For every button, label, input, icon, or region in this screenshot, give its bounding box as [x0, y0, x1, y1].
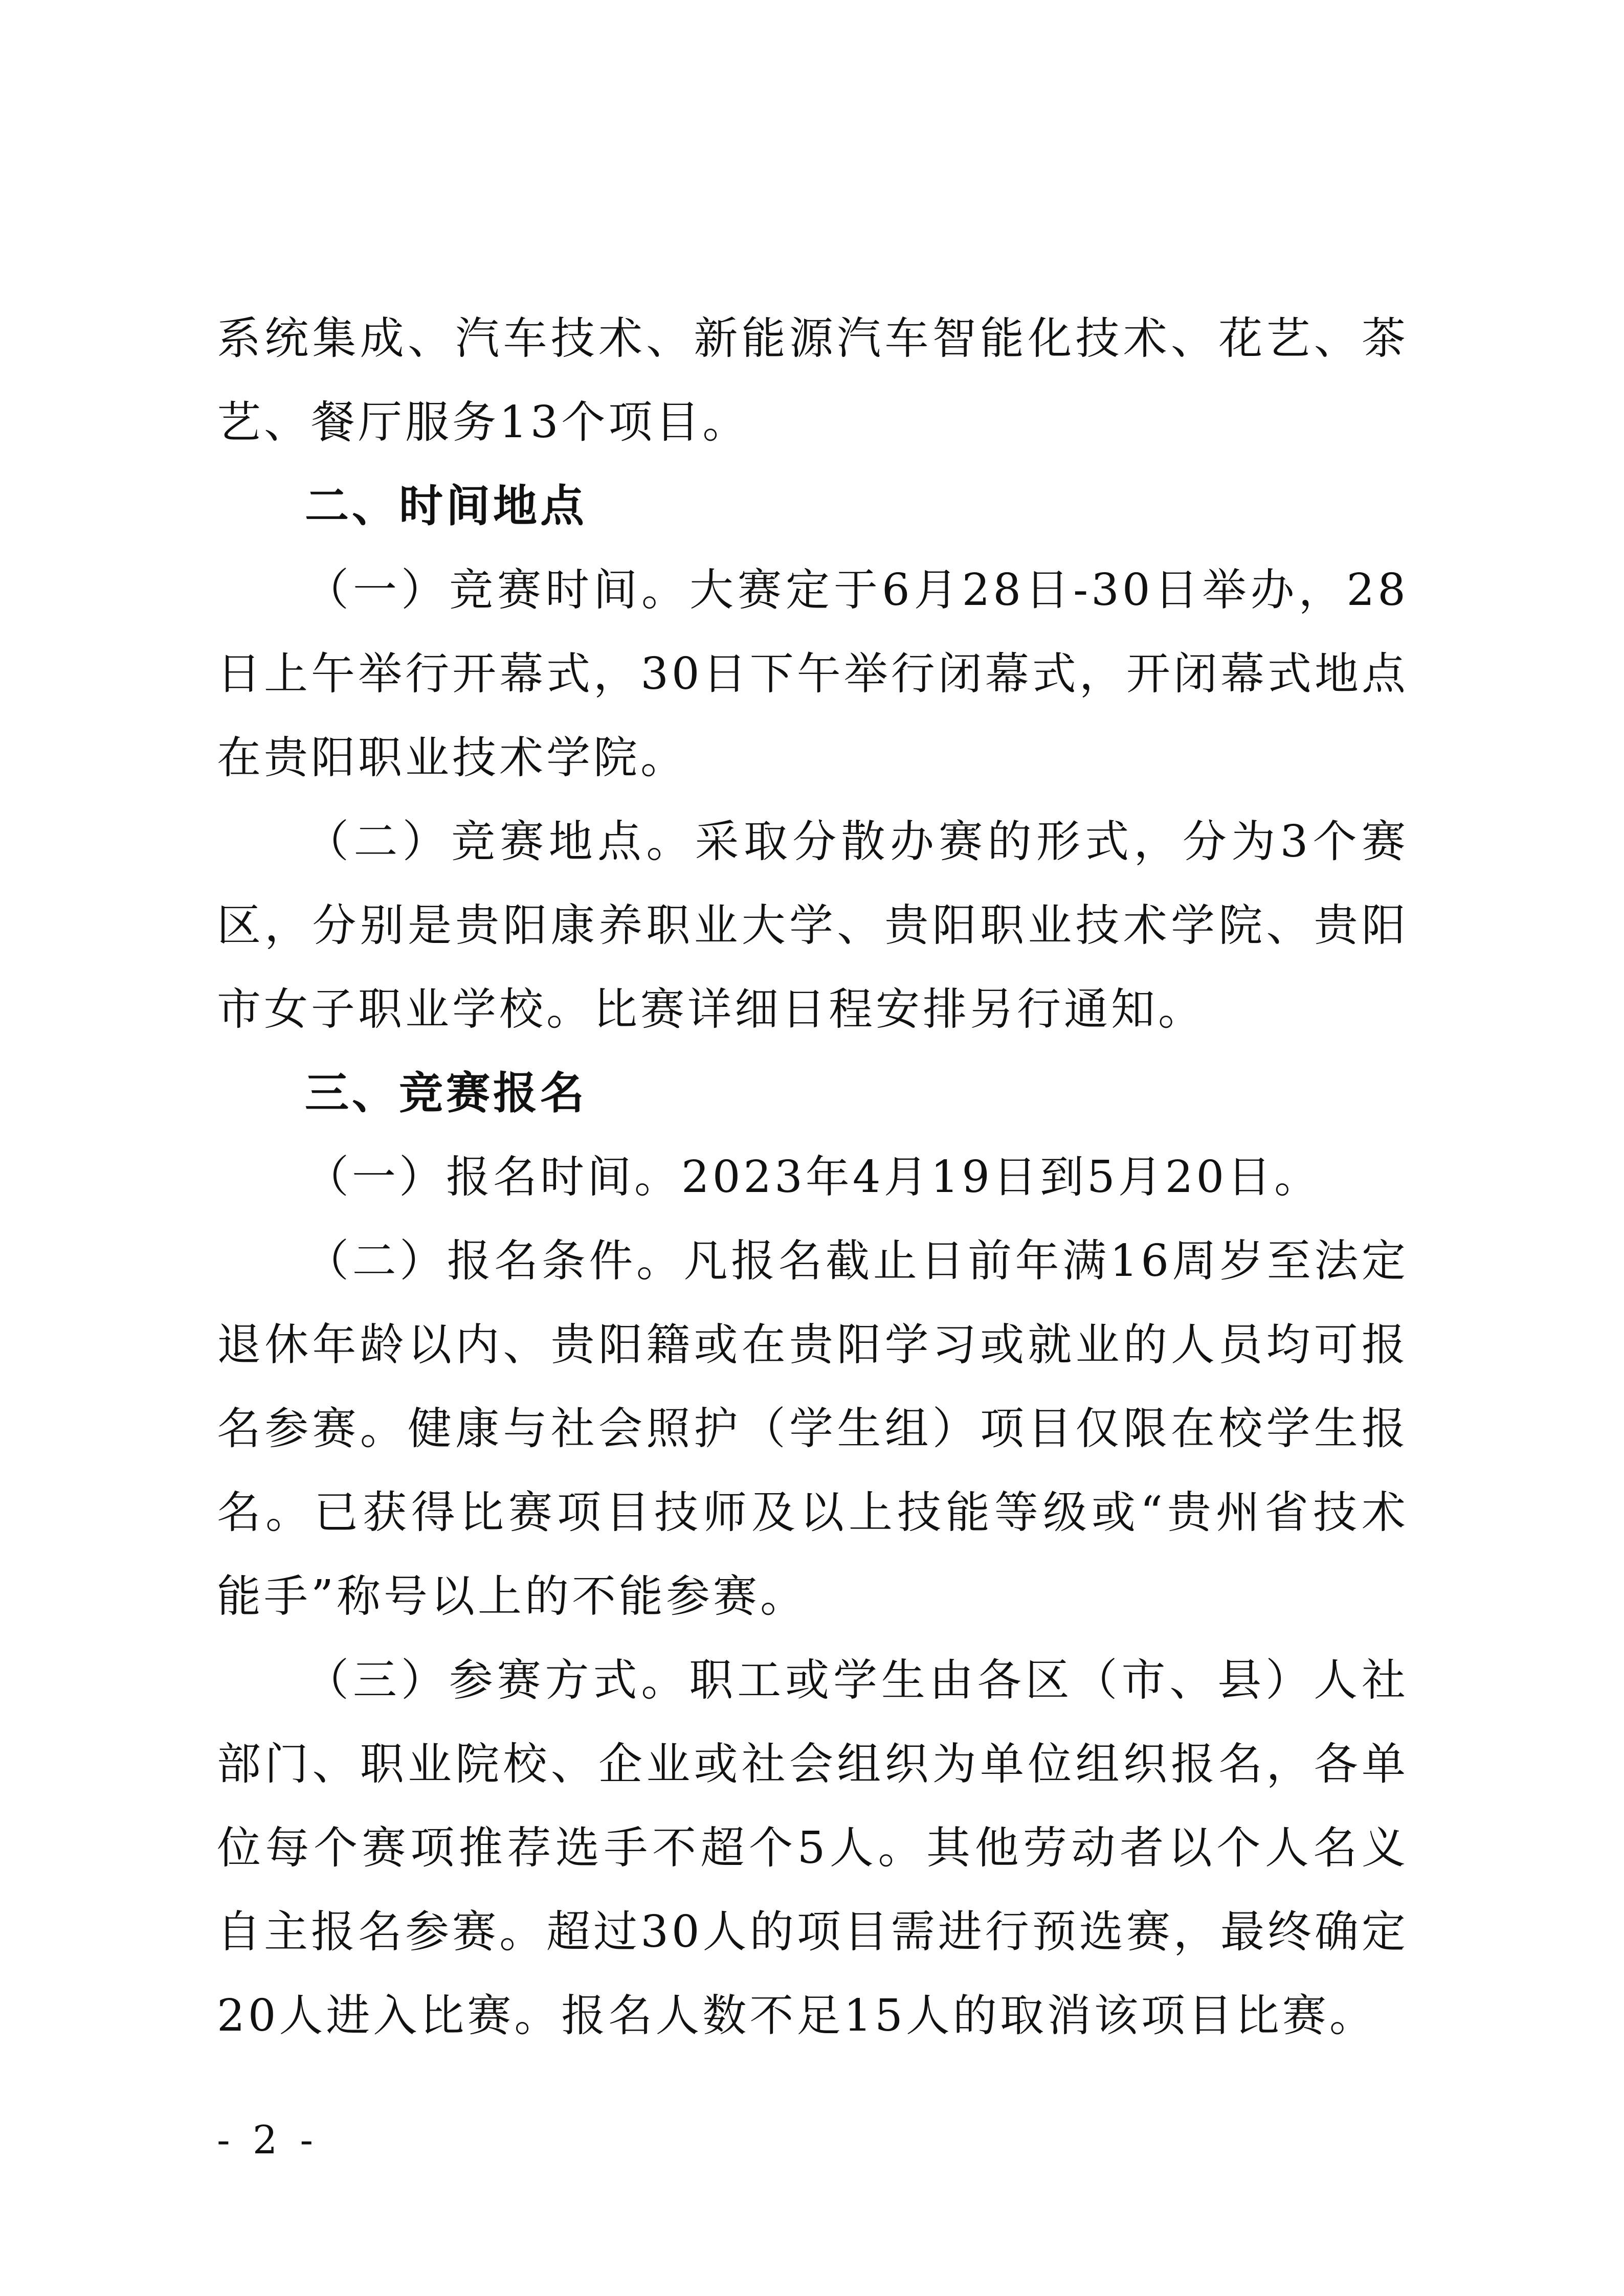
paragraph-competition-time: （一）竞赛时间。大赛定于6月28日-30日举办，28日上午举行开幕式，30日下午举行闭幕式，开闭幕式地点在贵阳职业技术学院。 — [217, 565, 1409, 783]
paragraph-competition-location: （二）竞赛地点。采取分散办赛的形式，分为3个赛区，分别是贵阳康养职业大学、贵阳职业技术学院、贵阳市女子职业学校。比赛详细日程安排另行通知。 — [217, 816, 1409, 1035]
continuation-paragraph: 系统集成、汽车技术、新能源汽车智能化技术、花艺、茶艺、餐厅服务13个项目。 — [217, 313, 1409, 448]
paragraph-registration-time: （一）报名时间。2023年4月19日到5月20日。 — [305, 1152, 1322, 1203]
section-heading-time-location: 二、时间地点 — [305, 481, 587, 532]
paragraph-participation-method: （三）参赛方式。职工或学生由各区（市、县）人社部门、职业院校、企业或社会组织为单位组织报名，各单位每个赛项推荐选手不超个5人。其他劳动者以个人名义自主报名参赛。超过30人的项目需进行预选赛，最终确定20人进入比赛。报名人数不足15人的取消该项目比赛。 — [217, 1655, 1409, 2041]
section-heading-registration: 三、竞赛报名 — [305, 1068, 587, 1119]
document-body — [217, 297, 1409, 2058]
paragraph-registration-conditions: （二）报名条件。凡报名截止日前年满16周岁至法定退休年龄以内、贵阳籍或在贵阳学习或就业的人员均可报名参赛。健康与社会照护（学生组）项目仅限在校学生报名。已获得比赛项目技师及以上技能等级或“贵州省技术能手”称号以上的不能参赛。 — [217, 1235, 1409, 1622]
page-number: - 2 - — [217, 2117, 319, 2163]
